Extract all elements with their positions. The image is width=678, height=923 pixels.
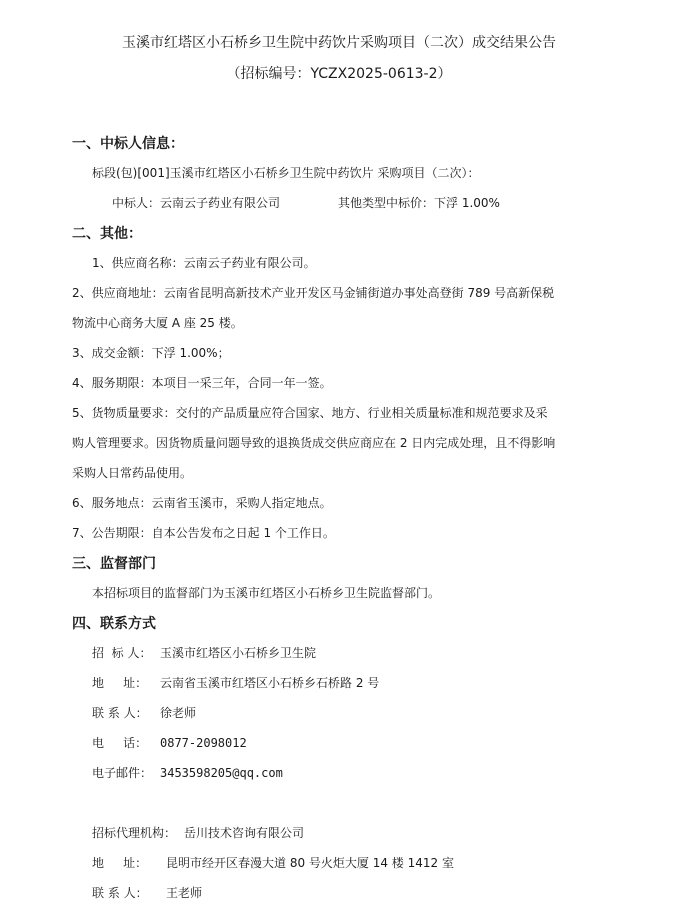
purchaser-email: 3453598205@qq.com bbox=[160, 766, 283, 780]
purchaser-name: 玉溪市红塔区小石桥乡卫生院 bbox=[160, 646, 317, 660]
tender-number: （招标编号：YCZX2025-0613-2） bbox=[226, 66, 452, 82]
other-item: 2、供应商地址：云南省昆明高新技术产业开发区马金铺街道办事处高登街 789 号高新保税 bbox=[72, 286, 555, 300]
document-title: 玉溪市红塔区小石桥乡卫生院中药饮片采购项目（二次）成交结果公告 bbox=[122, 35, 556, 51]
section-heading-contact: 四、联系方式 bbox=[72, 616, 156, 632]
other-item: 物流中心商务大厦 A 座 25 楼。 bbox=[72, 316, 243, 330]
agency-address-label: 地 址： bbox=[92, 856, 148, 870]
purchaser-phone: 0877-2098012 bbox=[160, 736, 247, 750]
agency-address: 昆明市经开区春漫大道 80 号火炬大厦 14 楼 1412 室 bbox=[166, 856, 454, 870]
purchaser-phone-label: 电 话： bbox=[92, 736, 148, 750]
section-heading-winner: 一、中标人信息： bbox=[72, 136, 184, 152]
purchaser-contact-label: 联 系 人： bbox=[92, 706, 148, 720]
other-item: 采购人日常药品使用。 bbox=[72, 466, 193, 480]
other-item: 3、成交金额：下浮 1.00%； bbox=[72, 346, 230, 360]
supervision-text: 本招标项目的监督部门为玉溪市红塔区小石桥乡卫生院监督部门。 bbox=[92, 586, 441, 600]
other-item: 5、货物质量要求：交付的产品质量应符合国家、地方、行业相关质量标准和规范要求及采 bbox=[72, 406, 548, 420]
lot-description: 标段(包)[001]玉溪市红塔区小石桥乡卫生院中药饮片 采购项目（二次）： bbox=[92, 166, 480, 180]
other-item: 1、供应商名称：云南云子药业有限公司。 bbox=[92, 256, 316, 270]
other-item: 4、服务期限：本项目一采三年，合同一年一签。 bbox=[72, 376, 332, 390]
winning-price: 其他类型中标价：下浮 1.00% bbox=[338, 196, 500, 210]
agency-name-label: 招标代理机构： bbox=[92, 826, 177, 840]
agency-contact-label: 联 系 人： bbox=[92, 886, 148, 900]
section-heading-supervision: 三、监督部门 bbox=[72, 556, 156, 572]
agency-contact: 王老师 bbox=[166, 886, 203, 900]
section-heading-other: 二、其他： bbox=[72, 226, 142, 242]
other-item: 购人管理要求。因货物质量问题导致的退换货成交供应商应在 2 日内完成处理，且不得影响 bbox=[72, 436, 556, 450]
purchaser-email-label: 电子邮件： bbox=[92, 766, 153, 780]
winner-name: 中标人：云南云子药业有限公司 bbox=[112, 196, 281, 210]
purchaser-name-label: 招 标 人： bbox=[92, 646, 152, 660]
other-item: 6、服务地点：云南省玉溪市，采购人指定地点。 bbox=[72, 496, 332, 510]
other-item: 7、公告期限：自本公告发布之日起 1 个工作日。 bbox=[72, 526, 335, 540]
purchaser-contact: 徐老师 bbox=[160, 706, 197, 720]
purchaser-address: 云南省玉溪市红塔区小石桥乡石桥路 2 号 bbox=[160, 676, 380, 690]
purchaser-address-label: 地 址： bbox=[92, 676, 148, 690]
agency-name: 岳川技术咨询有限公司 bbox=[184, 826, 305, 840]
